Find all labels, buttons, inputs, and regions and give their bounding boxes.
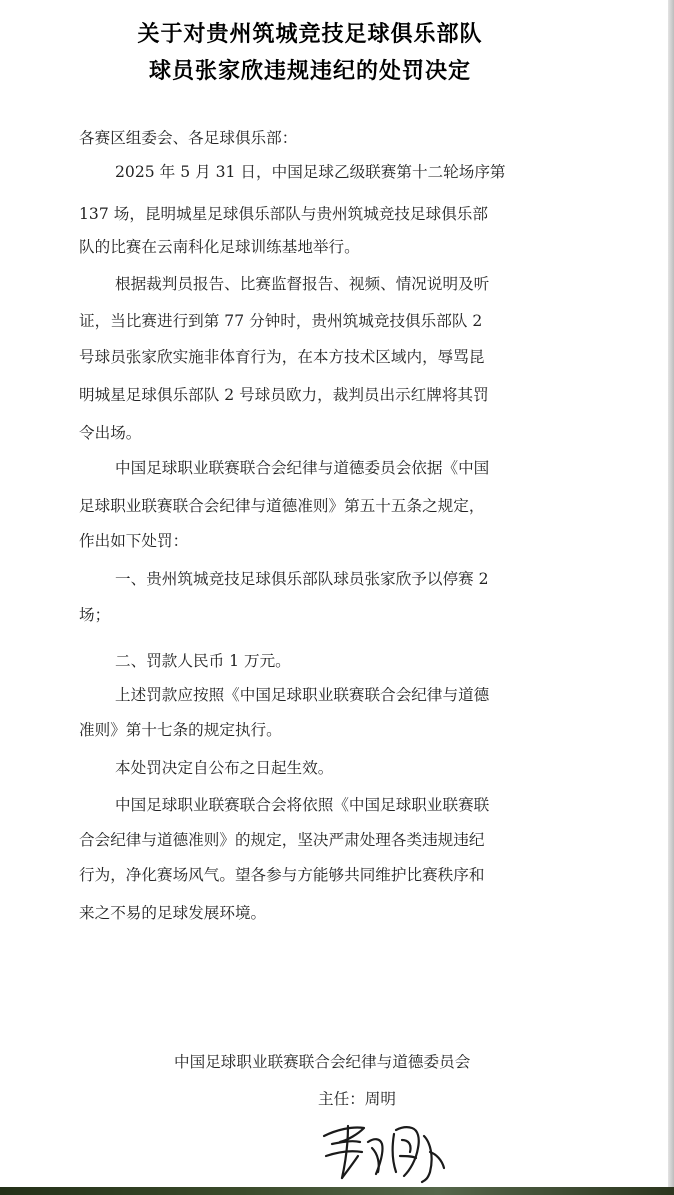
paragraph-7-line-1: 本处罚决定自公布之日起生效。 bbox=[115, 759, 334, 777]
bottom-image-strip bbox=[0, 1187, 674, 1195]
paragraph-2-line-4: 明城星足球俱乐部队 2 号球员欧力，裁判员出示红牌将其罚 bbox=[79, 386, 489, 404]
issuer-name: 中国足球职业联赛联合会纪律与道德委员会 bbox=[174, 1053, 471, 1071]
paragraph-3-line-1: 中国足球职业联赛联合会纪律与道德委员会依据《中国 bbox=[115, 459, 490, 477]
document-title-line-1: 关于对贵州筑城竞技足球俱乐部队 bbox=[137, 21, 483, 47]
paragraph-6-line-2: 准则》第十七条的规定执行。 bbox=[79, 721, 282, 739]
paragraph-3-line-3: 作出如下处罚： bbox=[79, 532, 189, 550]
paragraph-8-line-2: 合会纪律与道德准则》的规定，坚决严肃处理各类违规违纪 bbox=[79, 831, 485, 849]
paragraph-2-line-1: 根据裁判员报告、比赛监督报告、视频、情况说明及听 bbox=[115, 275, 490, 293]
paragraph-2-line-5: 令出场。 bbox=[79, 424, 142, 442]
paragraph-4-line-2: 场； bbox=[79, 606, 111, 624]
paragraph-5-line-1: 二、罚款人民币 1 万元。 bbox=[115, 652, 291, 670]
paragraph-2-line-3: 号球员张家欣实施非体育行为，在本方技术区域内，辱骂昆 bbox=[79, 348, 485, 366]
paragraph-6-line-1: 上述罚款应按照《中国足球职业联赛联合会纪律与道德 bbox=[115, 686, 490, 704]
paragraph-1-line-3: 队的比赛在云南科化足球训练基地举行。 bbox=[79, 238, 360, 256]
document-title-line-2: 球员张家欣违规违纪的处罚决定 bbox=[148, 58, 471, 84]
paragraph-3-line-2: 足球职业联赛联合会纪律与道德准则》第五十五条之规定， bbox=[79, 497, 485, 515]
paragraph-1-line-2: 137 场，昆明城星足球俱乐部队与贵州筑城竞技足球俱乐部 bbox=[79, 205, 488, 223]
salutation: 各赛区组委会、各足球俱乐部： bbox=[79, 129, 298, 147]
paragraph-2-line-2: 证，当比赛进行到第 77 分钟时，贵州筑城竞技俱乐部队 2 bbox=[79, 312, 483, 330]
paragraph-8-line-1: 中国足球职业联赛联合会将依照《中国足球职业联赛联 bbox=[115, 796, 490, 814]
handwritten-signature bbox=[318, 1112, 448, 1184]
paragraph-4-line-1: 一、贵州筑城竞技足球俱乐部队球员张家欣予以停赛 2 bbox=[115, 570, 489, 588]
paragraph-8-line-4: 来之不易的足球发展环境。 bbox=[79, 904, 267, 922]
paragraph-8-line-3: 行为，净化赛场风气。望各参与方能够共同维护比赛秩序和 bbox=[79, 866, 485, 884]
page-edge-shadow bbox=[668, 0, 674, 1195]
paragraph-1-line-1: 2025 年 5 月 31 日，中国足球乙级联赛第十二轮场序第 bbox=[115, 163, 506, 181]
director-label: 主任：周明 bbox=[318, 1090, 396, 1108]
